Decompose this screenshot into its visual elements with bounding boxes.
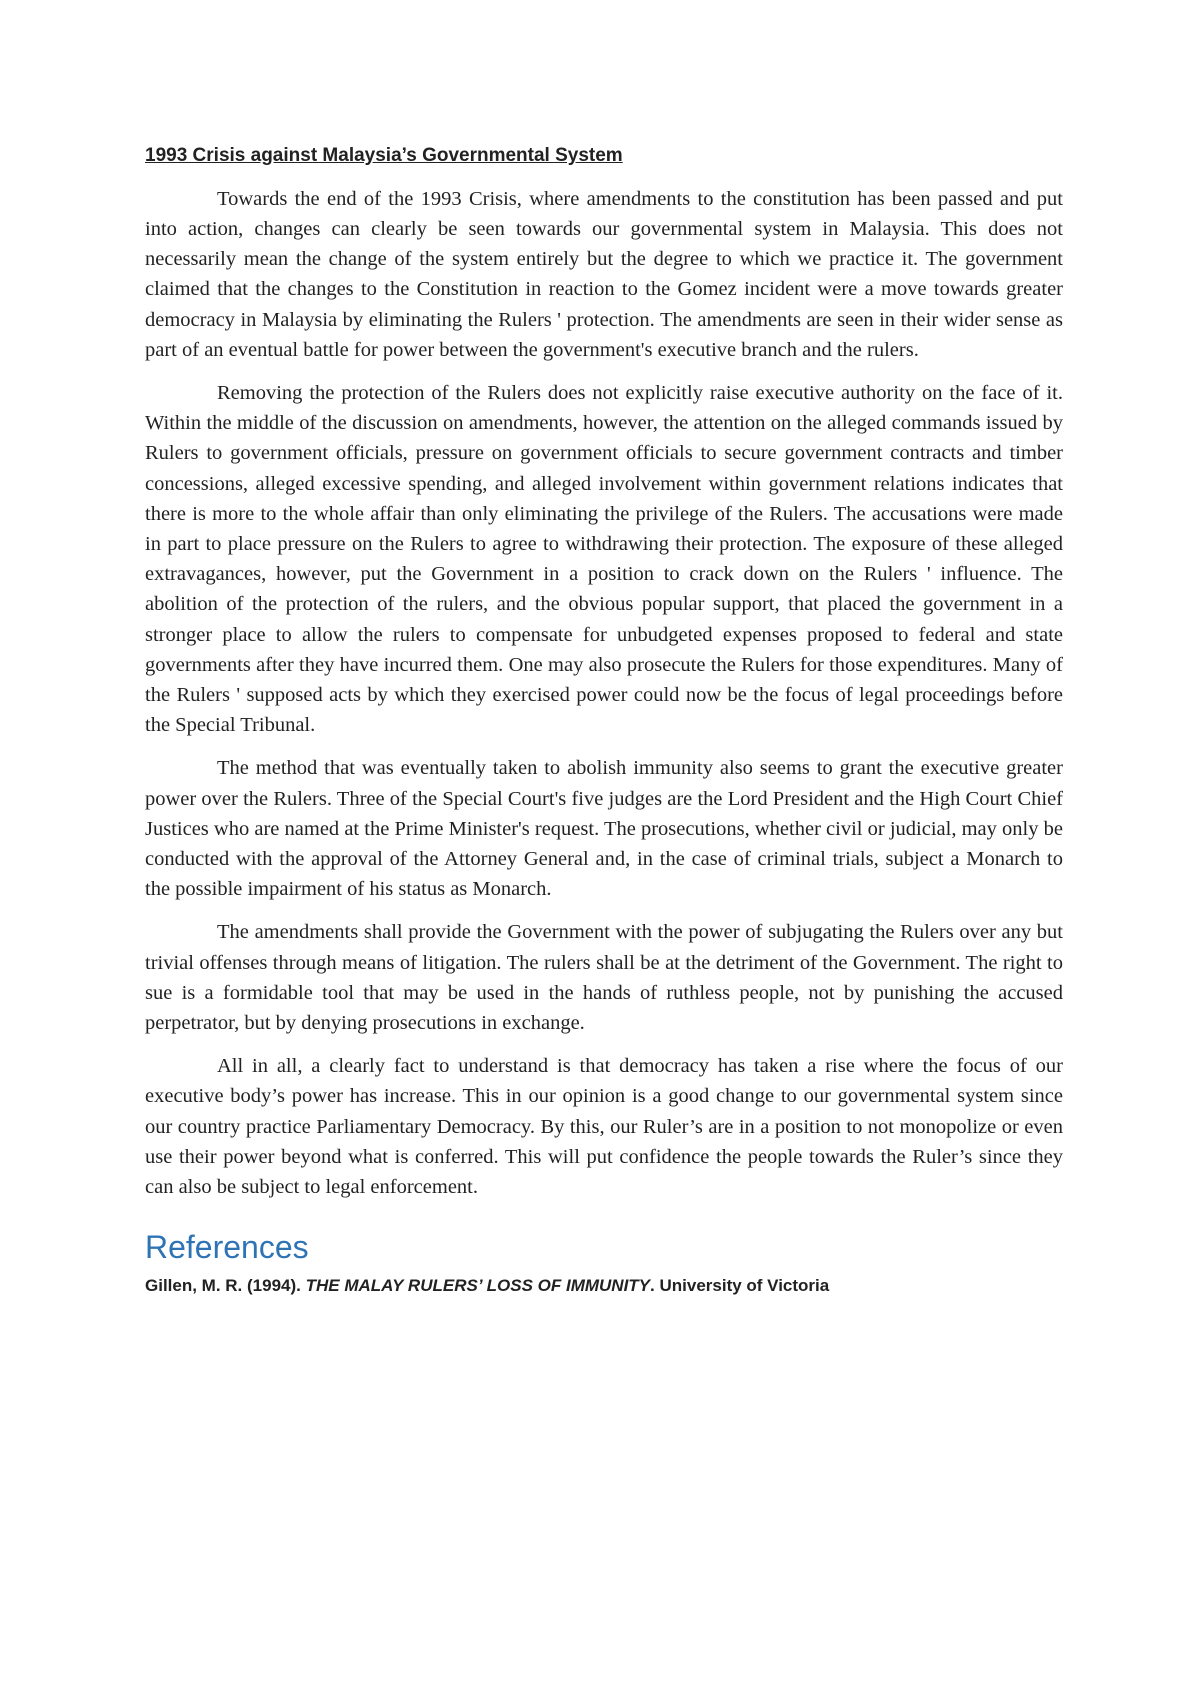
reference-entry	[145, 1275, 1063, 1297]
reference-separator: .	[650, 1275, 660, 1295]
paragraph-2: Removing the protection of the Rulers does not explicitly raise executive authority on the face of it. Within the middle of the discussion on amendments, however, the attention on the alleged commands issued by Rulers to government officials, pressure on government officials to secure government contracts and timber concessions, alleged excessive spending, and alleged involvement within government relations indicates that there is more to the whole affair than only eliminating the privilege of the Rulers. The accusations were made in part to place pressure on the Rulers to agree to withdrawing their protection. The exposure of these alleged extravagances, however, put the Government in a position to crack down on the Rulers ' influence. The abolition of the protection of the rulers, and the obvious popular support, that placed the government in a stronger place to allow the rulers to compensate for unbudgeted expenses proposed to federal and state governments after they have incurred them. One may also prosecute the Rulers for those expenditures. Many of the Rulers ' supposed acts by which they exercised power could now be the focus of legal proceedings before the Special Tribunal.	[145, 382, 1063, 737]
paragraph-3: The method that was eventually taken to abolish immunity also seems to grant the executive greater power over the Rulers. Three of the Special Court's five judges are the Lord President and the High Court Chief Justices who are named at the Prime Minister's request. The prosecutions, whether civil or judicial, may only be conducted with the approval of the Attorney General and, in the case of criminal trials, subject a Monarch to the possible impairment of his status as Monarch.	[145, 757, 1063, 901]
references-heading: References	[145, 1229, 309, 1266]
paragraph-4: The amendments shall provide the Government with the power of subjugating the Rulers over any but trivial offenses through means of litigation. The rulers shall be at the detriment of the Government. The right to sue is a formidable tool that may be used in the hands of ruthless people, not by punishing the accused perpetrator, but by denying prosecutions in exchange.	[145, 921, 1063, 1035]
reference-author-year: Gillen, M. R. (1994).	[145, 1275, 306, 1295]
paragraph-5: All in all, a clearly fact to understand is that democracy has taken a rise where the focus of our executive body’s power has increase. This in our opinion is a good change to our governmental system since our country practice Parliamentary Democracy. By this, our Ruler’s are in a position to not monopolize or even use their power beyond what is conferred. This will put confidence the people towards the Ruler’s since they can also be subject to legal enforcement.	[145, 1055, 1063, 1199]
reference-title: THE MALAY RULERS’ LOSS OF IMMUNITY	[305, 1275, 651, 1295]
paragraph-1: Towards the end of the 1993 Crisis, where amendments to the constitution has been passed and put into action, changes can clearly be seen towards our governmental system in Malaysia. This does not necessarily mean the change of the system entirely but the degree to which we practice it. The government claimed that the changes to the Constitution in reaction to the Gomez incident were a move towards greater democracy in Malaysia by eliminating the Rulers ' protection. The amendments are seen in their wider sense as part of an eventual battle for power between the government's executive branch and the rulers.	[145, 187, 1063, 361]
reference-publisher: University of Victoria	[659, 1275, 830, 1295]
document-page	[145, 145, 1063, 1297]
document-title: 1993 Crisis against Malaysia’s Governmental System	[145, 145, 623, 166]
